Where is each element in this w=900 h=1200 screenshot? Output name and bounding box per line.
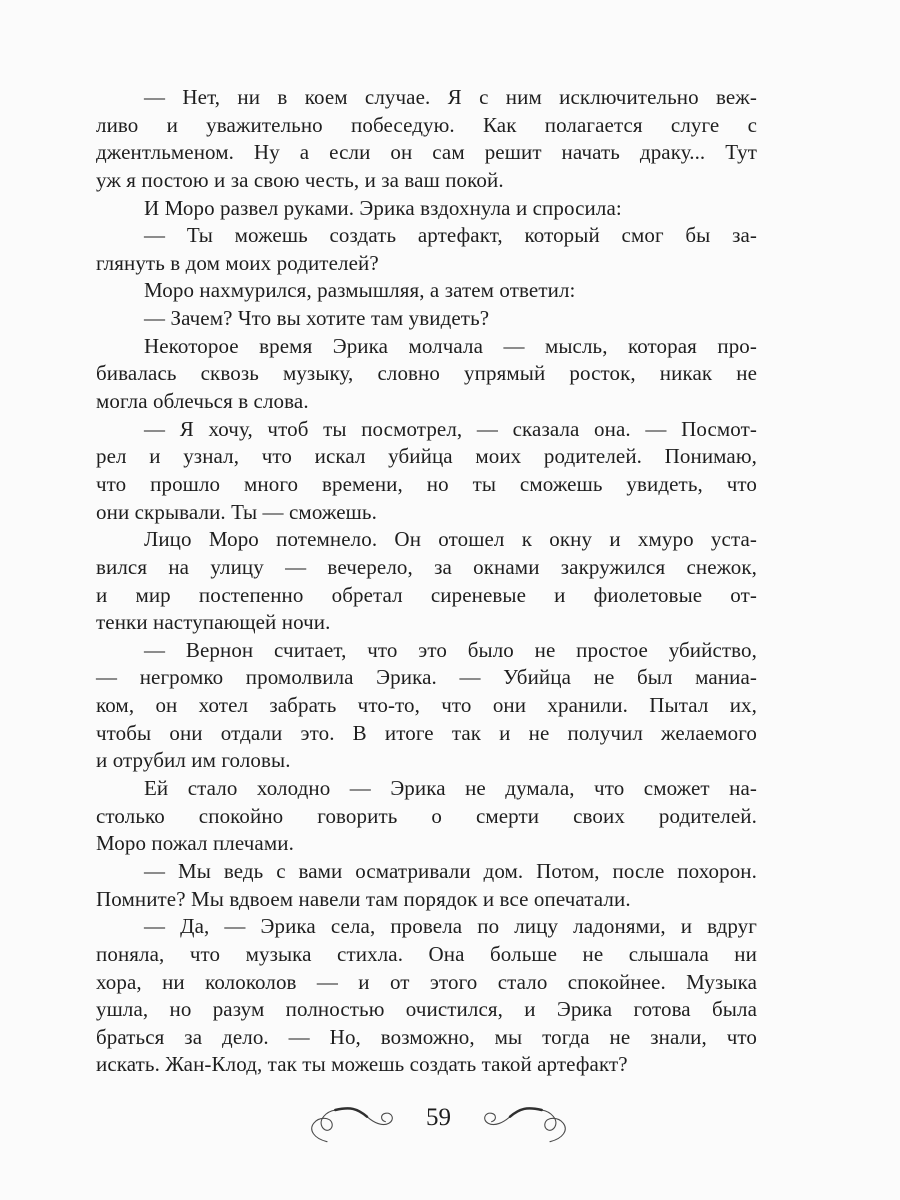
- text-line: тенки наступающей ночи.: [96, 610, 331, 635]
- flourish-right-icon: [475, 1094, 575, 1146]
- text-line: ушла, но разум полностью очистился, и Эрика готова была: [96, 997, 757, 1022]
- text-line: — Зачем? Что вы хотите там увидеть?: [144, 306, 490, 331]
- text-line: Некоторое время Эрика молчала — мысль, которая про-: [144, 333, 757, 358]
- text-line: уж я постою и за свою честь, и за ваш покой.: [96, 167, 504, 192]
- text-line: — Ты можешь создать артефакт, который смог бы за-: [144, 223, 757, 248]
- text-line: — Вернон считает, что это было не простое убийство,: [144, 637, 757, 662]
- page-number: 59: [426, 1103, 451, 1131]
- text-line: и мир постепенно обретал сиреневые и фиолетовые от-: [96, 582, 757, 607]
- text-line: — негромко промолвила Эрика. — Убийца не был маниа-: [96, 665, 757, 690]
- text-line: вился на улицу — вечерело, за окнами закружился снежок,: [96, 554, 757, 579]
- text-line: чтобы они отдали это. В итоге так и не получил желаемого: [96, 720, 757, 745]
- text-line: хора, ни колоколов — и от этого стало спокойнее. Музыка: [96, 969, 757, 994]
- text-line: браться за дело. — Но, возможно, мы тогда не знали, что: [96, 1024, 757, 1049]
- text-line: они скрывали. Ты — сможешь.: [96, 499, 377, 524]
- text-line: джентльменом. Ну а если он сам решит начать драку... Тут: [96, 140, 757, 165]
- text-line: столько спокойно говорить о смерти своих родителей.: [96, 803, 757, 828]
- text-line: глянуть в дом моих родителей?: [96, 250, 379, 275]
- text-line: рел и узнал, что искал убийца моих родителей. Понимаю,: [96, 444, 757, 469]
- text-line: Моро пожал плечами.: [96, 831, 294, 856]
- text-line: поняла, что музыка стихла. Она больше не слышала ни: [96, 941, 757, 966]
- text-line: ком, он хотел забрать что-то, что они хранили. Пытал их,: [96, 693, 757, 718]
- page-footer: [96, 1092, 781, 1148]
- text-line: — Я хочу, чтоб ты посмотрел, — сказала она. — Посмот-: [144, 416, 757, 441]
- text-line: Моро нахмурился, размышляя, а затем ответил:: [144, 278, 576, 303]
- text-line: — Нет, ни в коем случае. Я с ним исключительно веж-: [144, 85, 757, 109]
- flourish-left-icon: [302, 1094, 402, 1146]
- text-line: могла облечься в слова.: [96, 389, 309, 414]
- text-line: Помните? Мы вдвоем навели там порядок и все опечатали.: [96, 886, 631, 911]
- text-line: ливо и уважительно побеседую. Как полагается слуге с: [96, 112, 757, 137]
- text-line: и отрубил им головы.: [96, 748, 291, 773]
- text-line: что прошло много времени, но ты сможешь увидеть, что: [96, 471, 757, 496]
- text-line: искать. Жан-Клод, так ты можешь создать такой артефакт?: [96, 1052, 628, 1077]
- text-line: Лицо Моро потемнело. Он отошел к окну и хмуро уста-: [144, 527, 757, 552]
- text-line: Ей стало холодно — Эрика не думала, что сможет на-: [144, 776, 757, 801]
- page-text: [96, 84, 757, 1079]
- text-line: — Да, — Эрика села, провела по лицу ладонями, и вдруг: [144, 914, 757, 939]
- text-line: — Мы ведь с вами осматривали дом. Потом, после похорон.: [144, 858, 757, 883]
- text-line: бивалась сквозь музыку, словно упрямый росток, никак не: [96, 361, 757, 386]
- text-line: И Моро развел руками. Эрика вздохнула и спросила:: [144, 195, 622, 220]
